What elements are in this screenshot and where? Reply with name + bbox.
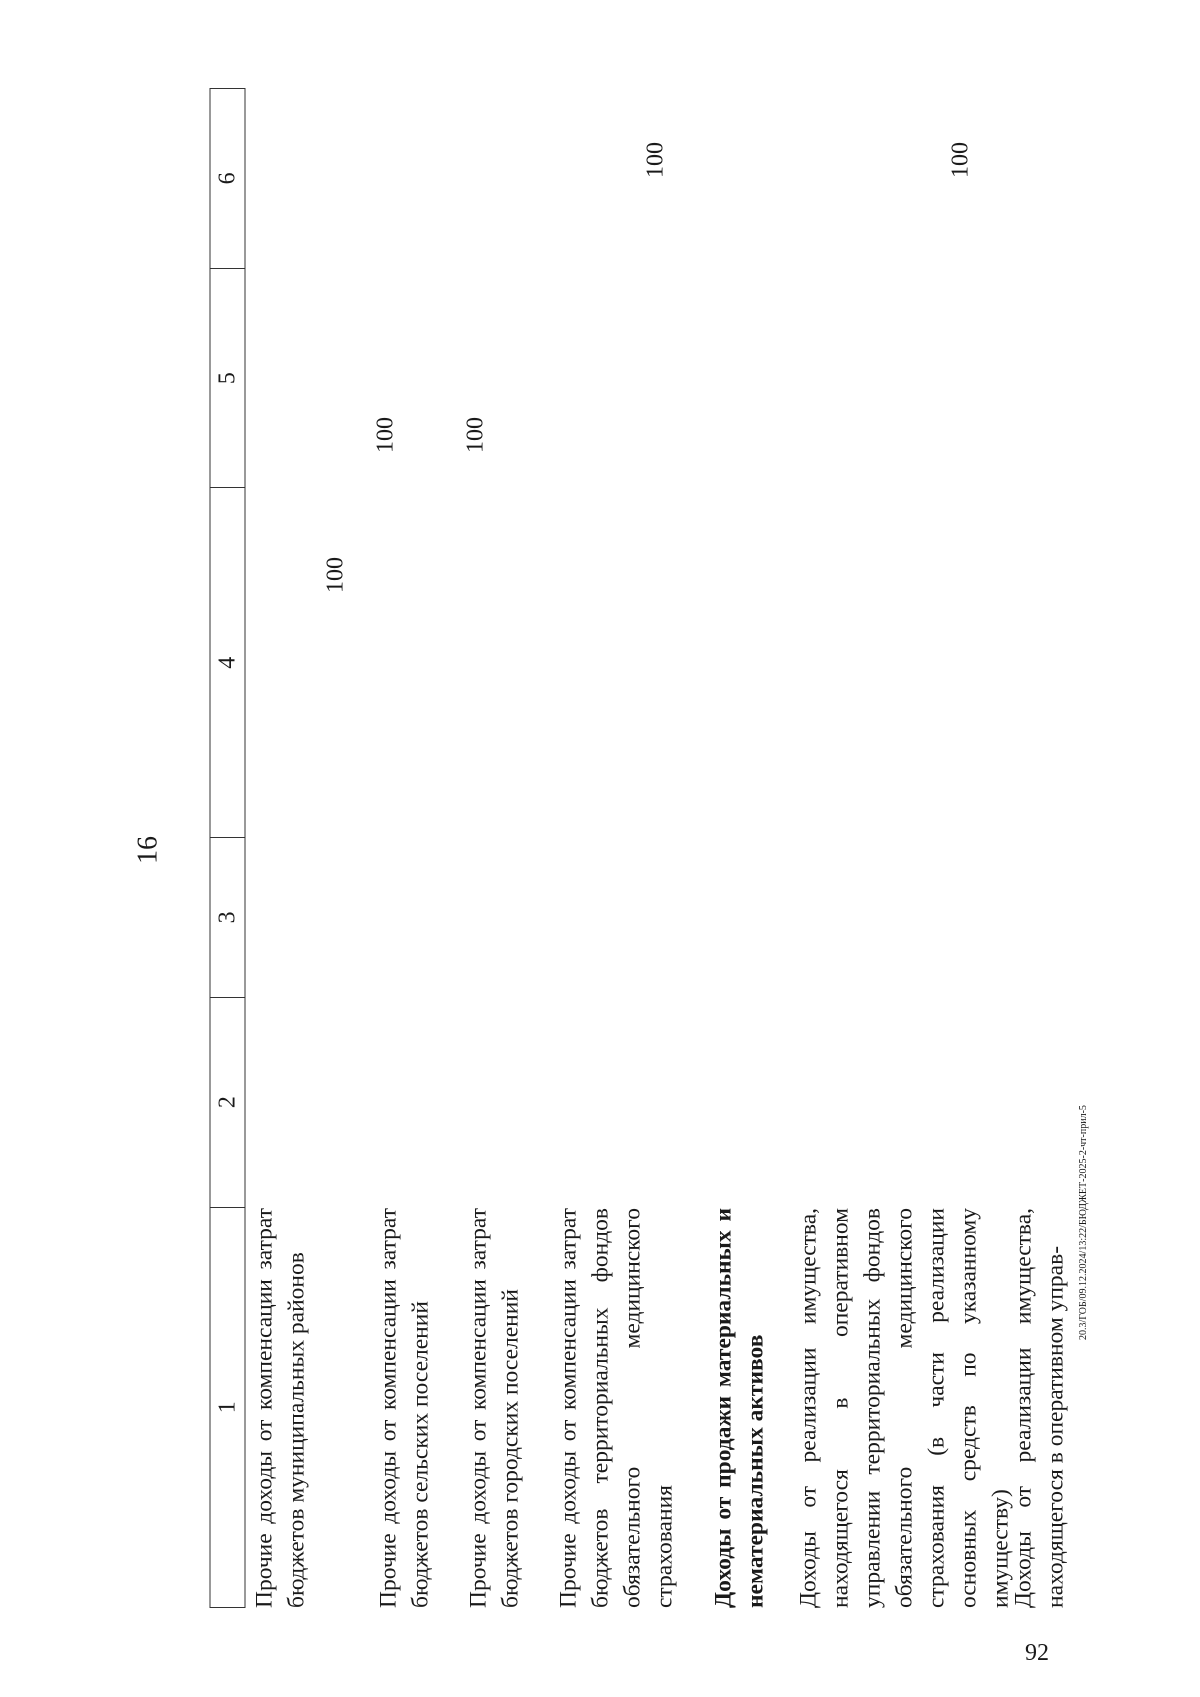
row-value: 100 [642,142,669,178]
column-header: 1 [214,1401,241,1414]
rotated-page [133,88,1068,1608]
table-row: Прочие доходы от компенсации затрат бюджетов городских поселений [465,1208,524,1608]
column-header: 4 [211,488,245,838]
table-header [210,88,246,1608]
table-row: Прочие доходы от компенсации затрат бюджетов муниципальных районов [251,1208,310,1608]
table-row: Доходы от реализации имущества, находящегося в оперативном управ- [1010,1208,1069,1608]
column-header: 5 [211,269,245,489]
table-row: Доходы от продажи материальных и нематериальных активов [710,1208,769,1608]
table-row: Прочие доходы от компенсации затрат бюджетов сельских поселений [375,1208,434,1608]
table-row: Доходы от реализации имущества, находящегося в оперативном управлении территориальных фондов обязательного медицинского страхования (в части реализации основных средств по указанному имуществу) [795,1208,1014,1608]
document-code: 20.3/ГОБ/09.12.2024/13:22/БЮДЖЕТ-2025-2-чт-прил-5 [1078,1105,1089,1340]
row-value: 100 [947,142,974,178]
row-value: 100 [462,417,489,453]
row-value: 100 [322,557,349,593]
row-value: 100 [372,417,399,453]
column-header: 3 [211,838,245,998]
column-header: 6 [211,89,245,269]
table-row: Прочие доходы от компенсации затрат бюджетов территориальных фондов обязательного медицинского страхования [555,1208,678,1608]
column-header: 2 [211,998,245,1208]
page-number: 16 [132,836,164,864]
sheet-number: 92 [1025,1640,1049,1666]
